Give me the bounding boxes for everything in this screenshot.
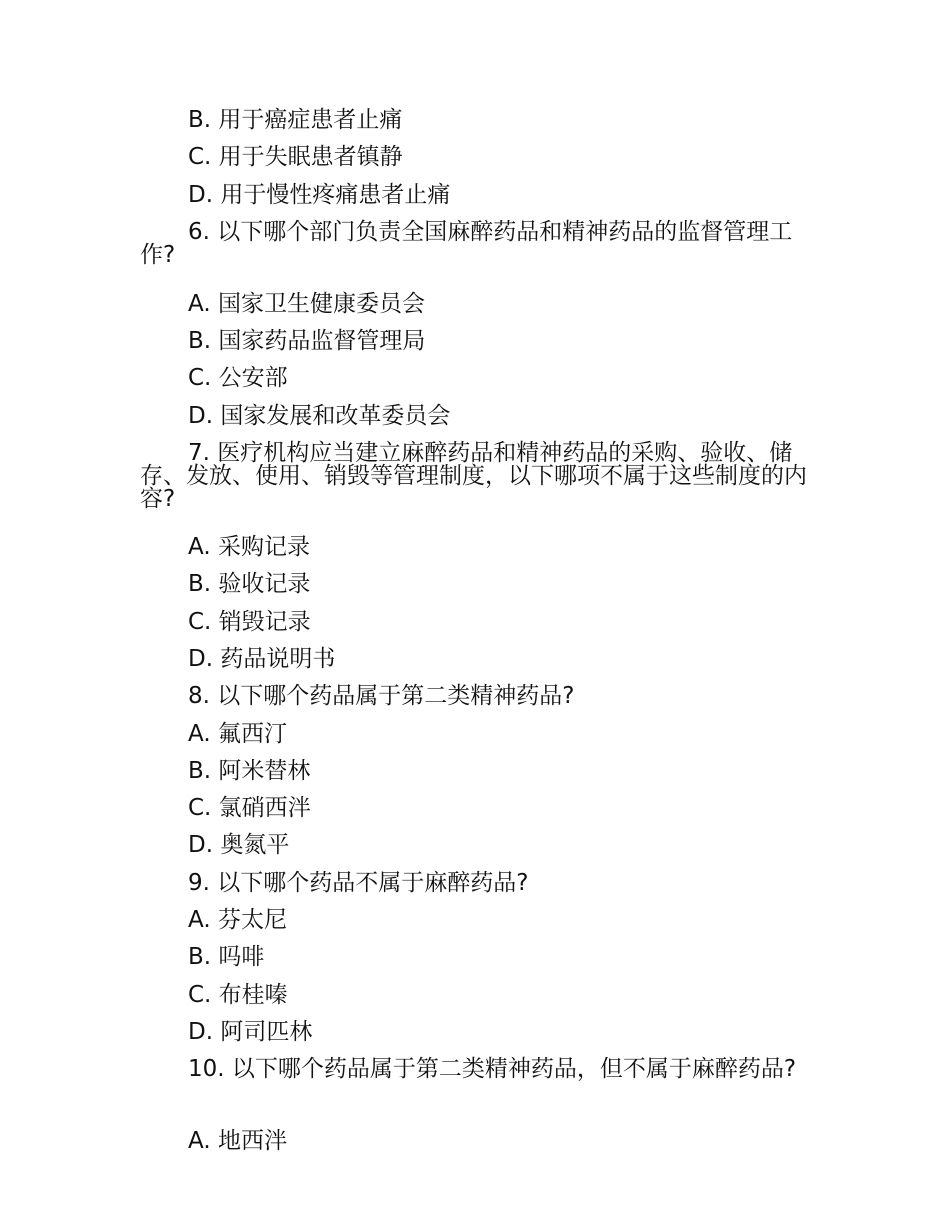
- option-line: A. 采购记录: [188, 534, 310, 561]
- option-line: D. 药品说明书: [188, 645, 336, 672]
- option-line: B. 吗啡: [188, 944, 265, 971]
- option-line: A. 氟西汀: [188, 720, 287, 747]
- option-line: C. 销毁记录: [188, 608, 311, 635]
- question-7: 7. 医疗机构应当建立麻醉药品和精神药品的采购、验收、储存、发放、使用、销毁等管理制度，以下哪项不属于这些制度的内容?: [140, 440, 807, 513]
- option-line: A. 芬太尼: [188, 907, 287, 934]
- question-10: 10. 以下哪个药品属于第二类精神药品，但不属于麻醉药品?: [188, 1056, 797, 1083]
- option-line: D. 阿司匹林: [188, 1018, 313, 1045]
- option-line: C. 公安部: [188, 365, 288, 392]
- option-line: D. 国家发展和改革委员会: [188, 402, 451, 429]
- option-line: B. 验收记录: [188, 571, 311, 598]
- option-line: C. 氯硝西泮: [188, 795, 311, 822]
- option-line: C. 用于失眠患者镇静: [188, 144, 403, 171]
- option-line: D. 奥氮平: [188, 832, 290, 859]
- option-line: B. 阿米替林: [188, 757, 311, 784]
- option-line: C. 布桂嗪: [188, 981, 288, 1008]
- question-list: [140, 102, 812, 1161]
- option-line: D. 用于慢性疼痛患者止痛: [188, 181, 451, 208]
- option-line: B. 国家药品监督管理局: [188, 328, 426, 355]
- option-line: A. 地西泮: [188, 1128, 287, 1155]
- option-line: A. 国家卫生健康委员会: [188, 290, 425, 317]
- question-6: 6. 以下哪个部门负责全国麻醉药品和精神药品的监督管理工作?: [140, 218, 793, 268]
- question-8: 8. 以下哪个药品属于第二类精神药品?: [188, 683, 575, 710]
- question-9: 9. 以下哪个药品不属于麻醉药品?: [188, 869, 529, 896]
- option-line: B. 用于癌症患者止痛: [188, 107, 403, 133]
